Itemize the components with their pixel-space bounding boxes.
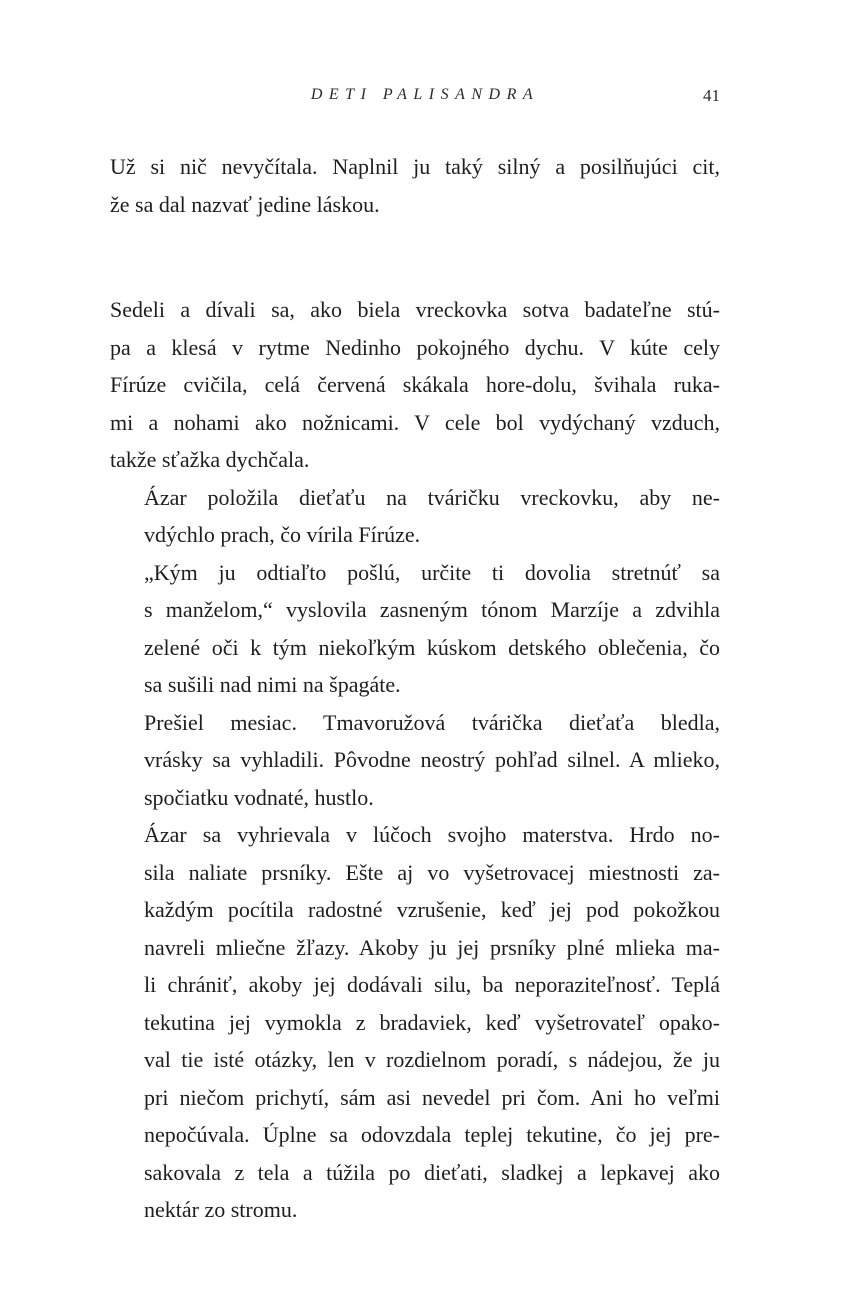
- text-line: spočiatku vodnaté, hustlo.: [144, 784, 374, 810]
- page-number: 41: [703, 86, 720, 105]
- text-line: „Kým ju odtiaľto pošlú, určite ti dovolia stretnúť sa: [144, 559, 720, 585]
- text-line: Ázar položila dieťaťu na tváričku vreckovku, aby ne-: [144, 484, 720, 510]
- text-line: Ázar sa vyhrievala v lúčoch svojho materstva. Hrdo no-: [144, 822, 720, 847]
- text-line: mi a nohami ako nožnicami. V cele bol vydýchaný vzduch,: [110, 409, 720, 435]
- text-line: vdýchlo prach, čo vírila Fírúze.: [144, 522, 421, 547]
- text-line: sakovala z tela a túžila po dieťati, sladkej a lepkavej ako: [144, 1159, 720, 1185]
- paragraph: [110, 704, 720, 817]
- text-line: Už si nič nevyčítala. Naplnil ju taký silný a posilňujúci cit,: [110, 154, 720, 179]
- text-line: nektár zo stromu.: [144, 1197, 298, 1222]
- text-line: sila naliate prsníky. Ešte aj vo vyšetrovacej miestnosti za-: [144, 859, 720, 885]
- text-line: takže sťažka dychčala.: [110, 447, 310, 472]
- text-line: vrásky sa vyhladili. Pôvodne neostrý pohľad silnel. A mlieko,: [144, 747, 720, 772]
- text-line: každým pocítila radostné vzrušenie, keď jej pod pokožkou: [144, 897, 720, 922]
- paragraph: [110, 479, 720, 554]
- section-1-text: [110, 148, 720, 223]
- paragraph: [110, 554, 720, 704]
- paragraph: [110, 291, 720, 479]
- running-head-title: DETI PALISANDRA: [310, 86, 540, 103]
- text-line: že sa dal nazvať jedine láskou.: [110, 191, 380, 217]
- paragraph: [110, 148, 720, 223]
- text-line: sa sušili nad nimi na špagáte.: [144, 672, 401, 697]
- text-line: zelené oči k tým niekoľkým kúskom detského oblečenia, čo: [144, 634, 720, 660]
- text-line: tekutina jej vymokla z bradaviek, keď vyšetrovateľ opako-: [144, 1009, 720, 1035]
- text-line: Fírúze cvičila, celá červená skákala hore-dolu, švihala ruka-: [110, 372, 720, 397]
- text-line: Sedeli a dívali sa, ako biela vreckovka sotva badateľne stú-: [110, 297, 720, 322]
- text-line: Prešiel mesiac. Tmavoružová tvárička dieťaťa bledla,: [144, 709, 720, 735]
- text-line: pri niečom prichytí, sám asi nevedel pri čom. Ani ho veľmi: [144, 1084, 720, 1110]
- text-line: li chrániť, akoby jej dodávali silu, ba neporaziteľnosť. Teplá: [144, 972, 720, 997]
- text-line: s manželom,“ vyslovila zasneným tónom Marzíje a zdvihla: [144, 597, 720, 622]
- text-line: navreli mliečne žľazy. Akoby ju jej prsníky plné mlieka ma-: [144, 934, 720, 960]
- text-line: pa a klesá v rytme Nedinho pokojného dychu. V kúte cely: [110, 334, 720, 360]
- text-line: nepočúvala. Úplne sa odovzdala teplej tekutine, čo jej pre-: [144, 1122, 720, 1147]
- text-line: val tie isté otázky, len v rozdielnom poradí, s nádejou, že ju: [144, 1047, 720, 1072]
- section-2-text: [110, 291, 720, 1229]
- paragraph: [110, 816, 720, 1229]
